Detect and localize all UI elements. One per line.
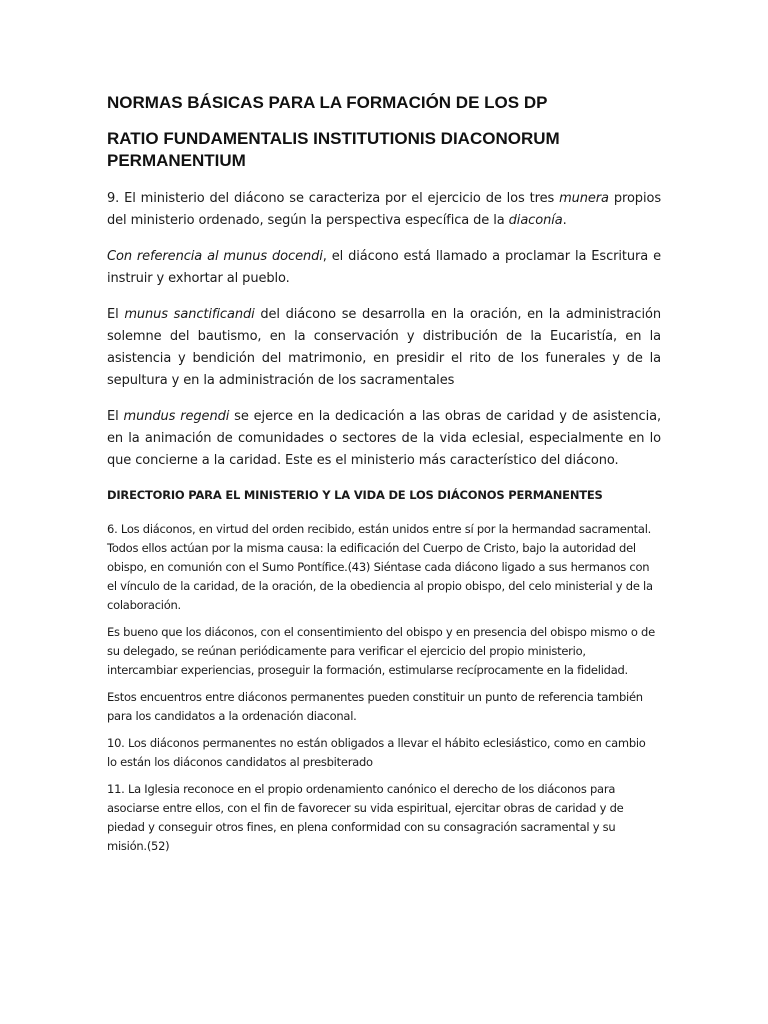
paragraph-reuniones-line: su delegado, se reúnan periódicamente para verificar el ejercicio del propio ministerio, <box>107 644 586 658</box>
paragraph-6 <box>107 520 661 615</box>
paragraph-6-line: colaboración. <box>107 598 181 612</box>
paragraph-reuniones-line: Es bueno que los diáconos, con el consentimiento del obispo y en presencia del obispo mismo o de <box>107 625 655 639</box>
paragraph-6-line: el vínculo de la caridad, de la oración, de la obediencia al propio obispo, del celo ministerial y de la <box>107 579 653 593</box>
paragraph-10-line: lo están los diáconos candidatos al presbiterado <box>107 755 373 769</box>
paragraph-encuentros-line: para los candidatos a la ordenación diaconal. <box>107 709 357 723</box>
paragraph-sanctificandi-text-a: El <box>107 307 125 322</box>
paragraph-9-text-e: . <box>562 213 567 228</box>
paragraph-encuentros <box>107 688 661 726</box>
paragraph-encuentros-line: Estos encuentros entre diáconos permanentes pueden constituir un punto de referencia también <box>107 690 643 704</box>
paragraph-6-line: 6. Los diáconos, en virtud del orden recibido, están unidos entre sí por la hermandad sacramental. <box>107 522 652 536</box>
paragraph-9-italic-diaconia: diaconía <box>508 213 563 228</box>
paragraph-regendi-italic: mundus regendi <box>123 409 230 424</box>
paragraph-10 <box>107 734 661 772</box>
document-title: NORMAS BÁSICAS PARA LA FORMACIÓN DE LOS DP <box>107 93 548 112</box>
paragraph-munus-docendi-italic: Con referencia al munus docendi <box>107 249 323 264</box>
paragraph-sanctificandi-italic: munus sanctificandi <box>124 307 255 322</box>
paragraph-9 <box>107 188 661 232</box>
paragraph-6-line: obispo, en comunión con el Sumo Pontífice.(43) Siéntase cada diácono ligado a sus hermanos con <box>107 560 650 574</box>
paragraph-regendi-text-a: El <box>107 409 124 424</box>
paragraph-mundus-regendi <box>107 406 661 472</box>
paragraph-6-line: Todos ellos actúan por la misma causa: la edificación del Cuerpo de Cristo, bajo la autoridad del <box>107 541 636 555</box>
paragraph-11-line: misión.(52) <box>107 839 170 853</box>
paragraph-regendi-text-c: se ejerce en la dedicación a las obras de caridad y de asistencia, en la animación de comunidades o sectores de la vida eclesial, especialmente en lo que concierne a la caridad. Este es el ministerio más característico del diácono. <box>107 409 661 468</box>
section-heading-directorio: DIRECTORIO PARA EL MINISTERIO Y LA VIDA DE LOS DIÁCONOS PERMANENTES <box>107 488 603 502</box>
paragraph-munus-sanctificandi <box>107 304 661 392</box>
paragraph-reuniones <box>107 623 661 680</box>
paragraph-10-line: 10. Los diáconos permanentes no están obligados a llevar el hábito eclesiástico, como en cambio <box>107 736 646 750</box>
paragraph-9-text-a: 9. El ministerio del diácono se caracteriza por el ejercicio de los tres <box>107 191 560 206</box>
paragraph-reuniones-line: intercambiar experiencias, proseguir la formación, estimularse recíprocamente en la fidelidad. <box>107 663 628 677</box>
paragraph-11-line: asociarse entre ellos, con el fin de favorecer su vida espiritual, ejercitar obras de caridad y de <box>107 801 624 815</box>
paragraph-munus-docendi-text: , el diácono está llamado a proclamar la Escritura e instruir y exhortar al pueblo. <box>107 249 661 286</box>
document-subtitle: RATIO FUNDAMENTALIS INSTITUTIONIS DIACONORUM PERMANENTIUM <box>107 129 560 170</box>
paragraph-munus-docendi <box>107 246 661 290</box>
paragraph-sanctificandi-text-c: del diácono se desarrolla en la oración, en la administración solemne del bautismo, en la conservación y distribución de la Eucaristía, en la asistencia y bendición del matrimonio, en presidir el rito de los funerales y de la sepultura y en la administración de los sacramentales <box>107 307 661 388</box>
paragraph-11-line: 11. La Iglesia reconoce en el propio ordenamiento canónico el derecho de los diáconos para <box>107 782 616 796</box>
paragraph-11 <box>107 780 661 856</box>
paragraph-9-italic-munera: munera <box>559 191 609 206</box>
paragraph-9-text-c: propios del ministerio ordenado, según la perspectiva específica de la <box>107 191 661 228</box>
paragraph-11-line: piedad y conseguir otros fines, en plena conformidad con su consagración sacramental y su <box>107 820 616 834</box>
